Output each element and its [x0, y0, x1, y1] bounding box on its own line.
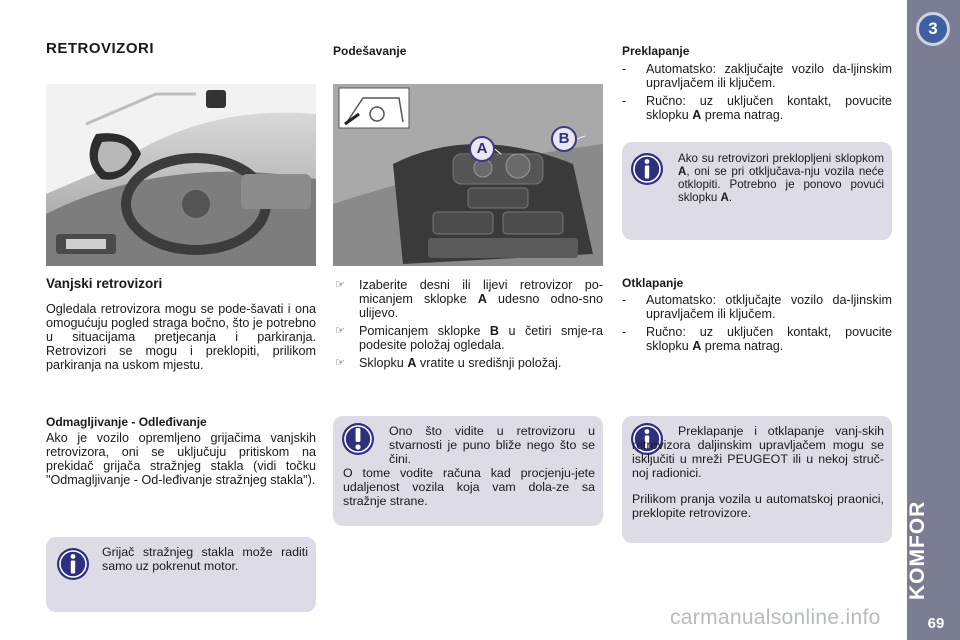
- step-text: Sklopku: [359, 356, 408, 370]
- info-icon: [630, 152, 664, 186]
- defog-paragraph: Ako je vozilo opremljeno grijačima vanjskih retrovizora, oni se uključuju pritiskom na prekidač grijača stražnjeg stakla (vidi točku "Odmagljivanje - Od-leđivanje stražnjeg stakla").: [46, 431, 316, 487]
- info-text: .: [728, 191, 733, 204]
- chapter-side-label: KOMFOR: [906, 500, 929, 600]
- warning-icon: [341, 422, 375, 456]
- warning-rest-text: O tome vodite računa kad procjenju-jete udaljenost vozila koja vam dola-ze sa stražnje strane.: [343, 466, 595, 508]
- item-text: Automatsko: zaključajte vozilo da-ljinskim upravljačem ili ključem.: [646, 62, 892, 90]
- list-item: [622, 293, 892, 321]
- info-box-remote-folding: [622, 416, 892, 543]
- step-text: Izaberite desni ili lijevi retrovizor po-micanjem sklopke: [359, 278, 603, 306]
- section-heading-folding: Preklapanje: [622, 44, 690, 58]
- info-box-folded: [622, 142, 892, 240]
- section-heading-adjustment: Podešavanje: [333, 44, 407, 58]
- step-text: vratite u središnji položaj.: [416, 356, 562, 370]
- list-item: [333, 278, 603, 320]
- dash-mark: -: [622, 293, 627, 307]
- switch-key: A: [407, 356, 417, 370]
- list-item: [622, 62, 892, 90]
- switch-key: A: [678, 165, 687, 178]
- list-item: [622, 94, 892, 122]
- switch-key: A: [477, 292, 487, 306]
- pointing-hand-icon: ☞: [335, 279, 345, 291]
- interior-photo: [46, 84, 316, 266]
- pointing-hand-icon: ☞: [335, 325, 345, 337]
- section-heading-unfolding: Otklapanje: [622, 276, 684, 290]
- step-text: Pomicanjem sklopke: [359, 324, 490, 338]
- dash-mark: -: [622, 325, 627, 339]
- unfolding-list: [622, 293, 892, 357]
- subheading-defog: Odmagljivanje - Odleđivanje: [46, 415, 207, 429]
- item-text: Automatsko: otključajte vozilo da-ljinskim upravljačem ili ključem.: [646, 293, 892, 321]
- switch-key: B: [489, 324, 500, 338]
- item-text: prema natrag.: [701, 339, 784, 353]
- pointing-hand-icon: ☞: [335, 357, 345, 369]
- label-b-badge: B: [551, 126, 577, 152]
- list-item: [333, 356, 603, 370]
- info-text: , oni se pri otključava-nju vozila neće otklopiti. Potrebno je ponovo povući sklopku: [678, 165, 884, 204]
- switch-key: A: [692, 339, 702, 353]
- page-number: 69: [927, 615, 945, 632]
- info-box-text-1: Preklapanje i otklapanje vanj-skih retrovizora daljinskim upravljačem mogu se isključiti u mreži PEUGEOT ili u nekoj struč-noj radionici.: [632, 424, 884, 480]
- item-text: Ručno: uz uključen kontakt, povucite sklopku: [646, 94, 892, 122]
- info-box-rear-heater: [46, 537, 316, 612]
- adjustment-steps: [333, 278, 603, 374]
- info-text: Ako su retrovizori preklopljeni sklopkom: [678, 152, 884, 165]
- info-box-text: Grijač stražnjeg stakla može raditi samo uz pokrenut motor.: [102, 545, 308, 573]
- page-title: RETROVIZORI: [46, 40, 155, 57]
- step-text: udesno odno-sno ulijevo.: [359, 292, 603, 320]
- item-text: Ručno: uz uključen kontakt, povucite sklopku: [646, 325, 892, 353]
- switch-key: A: [692, 108, 702, 122]
- chapter-number-badge: 3: [916, 12, 950, 46]
- list-item: [333, 324, 603, 352]
- switch-key: A: [720, 191, 729, 204]
- folding-list: [622, 62, 892, 126]
- dash-mark: -: [622, 94, 627, 108]
- watermark: carmanualsonline.info: [670, 606, 881, 629]
- mirror-switch-photo: [333, 84, 603, 266]
- info-box-text-2: Prilikom pranja vozila u automatskoj praonici, preklopite retrovizore.: [632, 492, 884, 520]
- warning-box-distance: [333, 416, 603, 526]
- warning-lead-text: Ono što vidite u retrovizoru u stvarnosti je puno bliže nego što se čini.: [389, 424, 595, 466]
- label-a-badge: A: [469, 136, 495, 162]
- step-text: u četiri smje-ra podesite položaj ogledala.: [359, 324, 603, 352]
- section-heading-exterior-mirrors: Vanjski retrovizori: [46, 276, 163, 291]
- exterior-mirrors-paragraph: Ogledala retrovizora mogu se pode-šavati i ona omogućuju pogled straga bočno, što je potrebno u situacijama pretjecanja i parkiranja. Retrovizori se mogu i preklopiti, prilikom parkiranja na uskom mjestu.: [46, 302, 316, 372]
- list-item: [622, 325, 892, 353]
- info-icon: [56, 547, 90, 581]
- dash-mark: -: [622, 62, 627, 76]
- item-text: prema natrag.: [701, 108, 784, 122]
- info-box-text: [678, 152, 884, 204]
